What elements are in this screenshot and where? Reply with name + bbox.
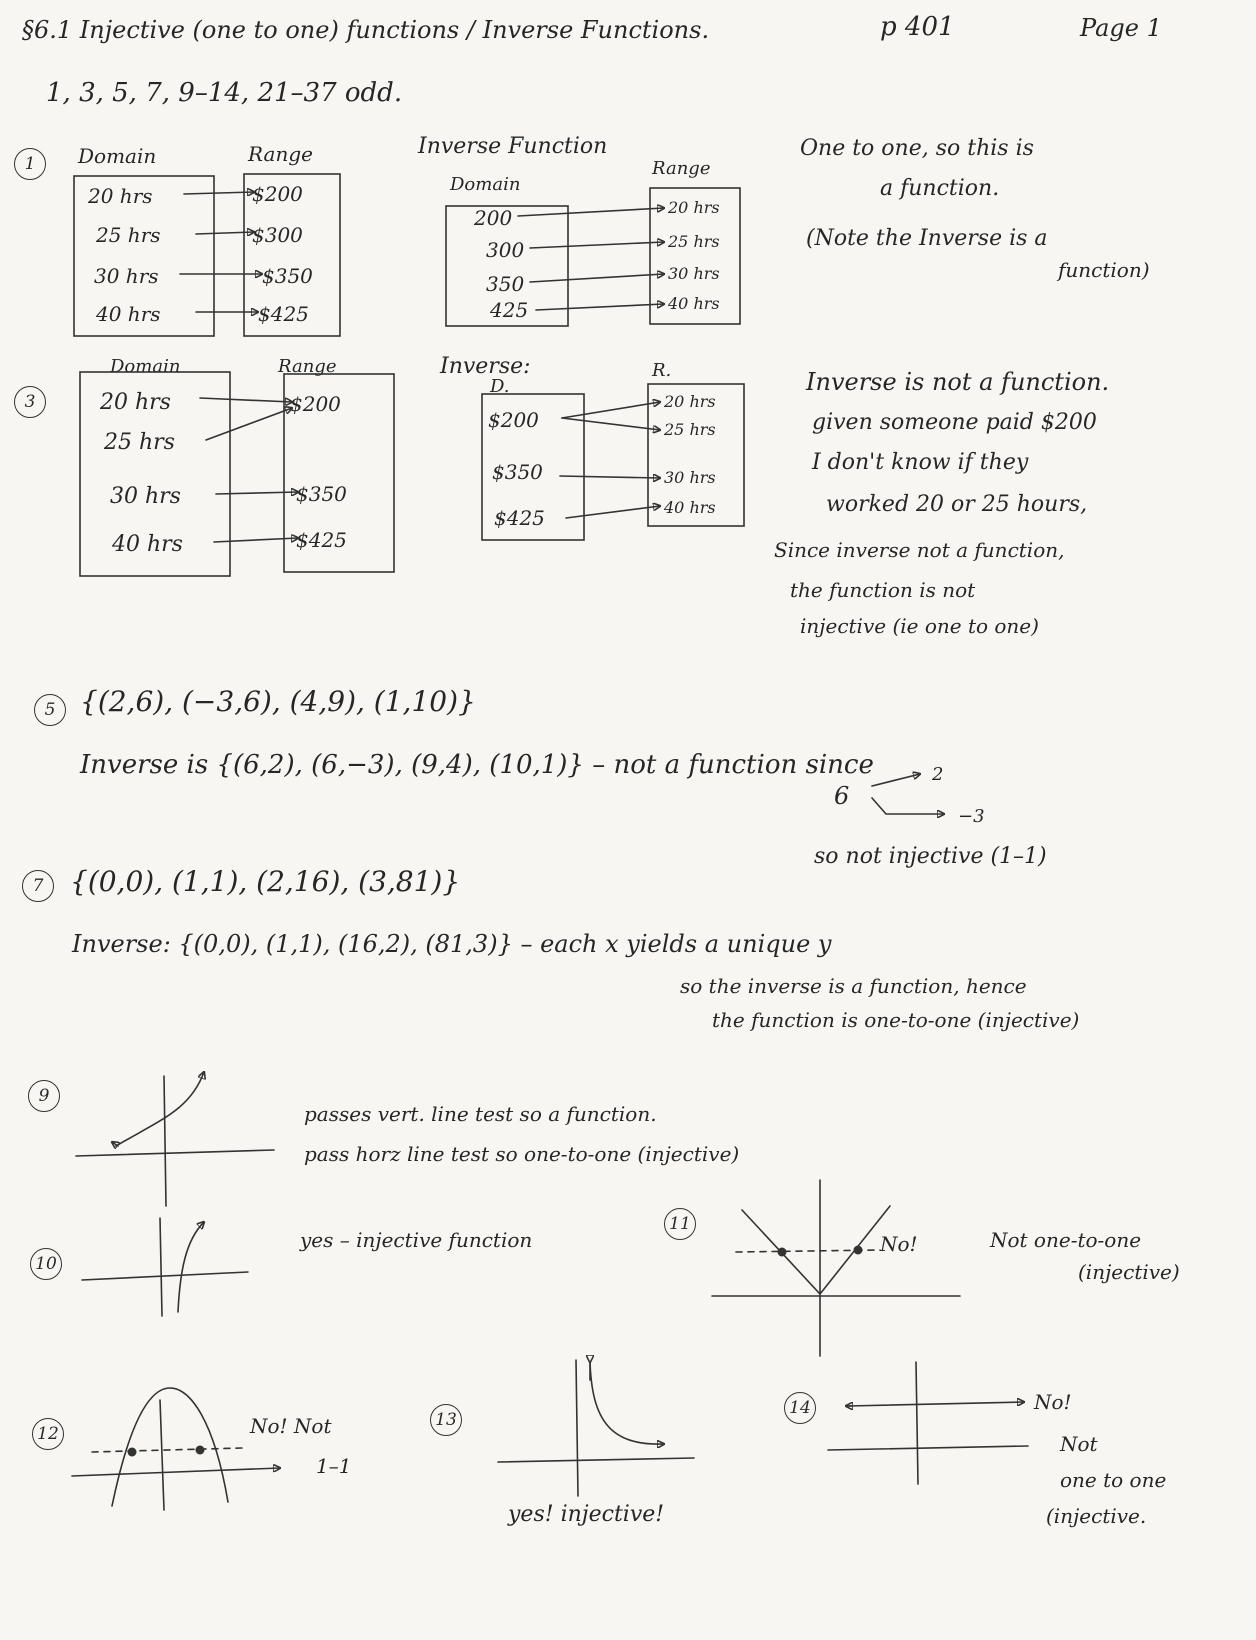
- p1-range-item: $300: [252, 223, 303, 247]
- problem-number-1: 1: [14, 148, 46, 180]
- problem-number-7: 7: [22, 870, 54, 902]
- p1-inv-domain-item: 300: [486, 238, 525, 262]
- p7-set: {(0,0), (1,1), (2,16), (3,81)}: [70, 865, 461, 898]
- p1-inv-range-item: 40 hrs: [668, 294, 720, 313]
- p3-inv-range-item: 40 hrs: [664, 498, 716, 517]
- mapping-arrow: [562, 418, 660, 430]
- p9-line: passes vert. line test so a function.: [304, 1102, 657, 1126]
- p1-inv-range-item: 25 hrs: [668, 232, 720, 251]
- p14-graph: [828, 1362, 1028, 1484]
- p3-note: Since inverse not a function,: [774, 538, 1065, 562]
- p3-range-label: Range: [278, 356, 337, 377]
- page-number: Page 1: [1080, 14, 1162, 42]
- p3-domain-item: 30 hrs: [110, 484, 181, 509]
- p3-note: the function is not: [790, 578, 976, 602]
- p1-range-item: $425: [258, 302, 309, 326]
- p1-note: function): [1058, 258, 1150, 282]
- mapping-arrow: [530, 274, 664, 282]
- p1-inv-domain-item: 350: [486, 272, 525, 296]
- assignment-list: 1, 3, 5, 7, 9–14, 21–37 odd.: [46, 78, 403, 108]
- p5-inverse: Inverse is {(6,2), (6,−3), (9,4), (10,1)} – not a function since: [80, 750, 874, 780]
- p14-text: (injective.: [1046, 1504, 1147, 1528]
- problem-number-9: 9: [28, 1080, 60, 1112]
- mapping-arrow: [184, 192, 254, 194]
- problem-number-14: 14: [784, 1392, 816, 1424]
- mapping-arrow: [200, 398, 292, 402]
- problem-number-13: 13: [430, 1404, 462, 1436]
- p1-inv-domain-label: Domain: [450, 174, 521, 195]
- p11-text: (injective): [1078, 1260, 1180, 1284]
- p12-graph: [72, 1388, 280, 1510]
- p7-line: the function is one-to-one (injective): [712, 1008, 1080, 1032]
- p10-text: yes – injective function: [300, 1228, 533, 1252]
- problem-number-3: 3: [14, 386, 46, 418]
- problem-number-10: 10: [30, 1248, 62, 1280]
- mapping-arrow: [530, 242, 664, 248]
- p3-domain-item: 20 hrs: [100, 390, 171, 415]
- problem-number-11: 11: [664, 1208, 696, 1240]
- p5-to-neg3: −3: [958, 806, 985, 827]
- p3-inv-range-item: 30 hrs: [664, 468, 716, 487]
- mapping-arrow: [536, 304, 664, 310]
- p13-graph: [498, 1360, 694, 1496]
- p1-inv-range-item: 30 hrs: [668, 264, 720, 283]
- p12-text: No! Not: [250, 1414, 332, 1438]
- p1-range-item: $350: [262, 264, 313, 288]
- p3-note: worked 20 or 25 hours,: [826, 492, 1088, 517]
- p14-text: one to one: [1060, 1468, 1167, 1492]
- mapping-arrow: [216, 492, 298, 494]
- p3-note: injective (ie one to one): [800, 614, 1039, 638]
- p9-graph: [76, 1072, 274, 1206]
- p3-inverse-title: Inverse:: [440, 354, 531, 379]
- p1-domain-item: 40 hrs: [96, 302, 161, 326]
- p11-text: Not one-to-one: [990, 1228, 1142, 1252]
- p1-domain-item: 25 hrs: [96, 223, 161, 247]
- p1-inverse-title: Inverse Function: [418, 134, 608, 159]
- p13-text: yes! injective!: [508, 1502, 665, 1527]
- p1-range-label: Range: [248, 142, 313, 166]
- p3-note: I don't know if they: [812, 450, 1029, 475]
- p1-note: (Note the Inverse is a: [806, 226, 1048, 251]
- p3-range-item: $425: [296, 528, 347, 552]
- p5-set: {(2,6), (−3,6), (4,9), (1,10)}: [80, 685, 476, 718]
- section-title: §6.1 Injective (one to one) functions / Inverse Functions.: [22, 16, 710, 44]
- mapping-arrow: [566, 506, 660, 518]
- p1-inv-range-label: Range: [652, 158, 711, 179]
- p3-inv-domain-item: $350: [492, 460, 543, 484]
- p1-inv-domain-item: 425: [490, 298, 529, 322]
- p1-note: a function.: [880, 176, 1000, 201]
- p7-line: so the inverse is a function, hence: [680, 974, 1027, 998]
- p14-text: No!: [1034, 1390, 1072, 1414]
- p3-note: given someone paid $200: [812, 410, 1097, 435]
- mapping-arrow: [214, 538, 298, 542]
- p3-inv-r-label: R.: [652, 360, 672, 381]
- p1-domain-label: Domain: [78, 144, 157, 168]
- p3-note: Inverse is not a function.: [806, 368, 1110, 396]
- mapping-arrow: [196, 232, 254, 234]
- p1-domain-item: 20 hrs: [88, 184, 153, 208]
- p1-range-item: $200: [252, 182, 303, 206]
- p3-range-item: $200: [290, 392, 341, 416]
- p3-inv-range-item: 20 hrs: [664, 392, 716, 411]
- p1-inv-range-item: 20 hrs: [668, 198, 720, 217]
- p5-conclusion: so not injective (1–1): [814, 844, 1047, 869]
- mapping-arrow: [560, 476, 660, 478]
- mapping-arrow: [206, 408, 292, 440]
- p12-text: 1–1: [316, 1454, 352, 1478]
- p3-domain-item: 25 hrs: [104, 430, 175, 455]
- p1-mapping-diagram: [74, 174, 740, 336]
- mapping-arrow: [562, 402, 660, 418]
- p7-inverse: Inverse: {(0,0), (1,1), (16,2), (81,3)} – each x yields a unique y: [72, 930, 832, 958]
- p1-domain-item: 30 hrs: [94, 264, 159, 288]
- p1-note: One to one, so this is: [800, 136, 1034, 161]
- p3-inv-range-item: 25 hrs: [664, 420, 716, 439]
- p9-line: pass horz line test so one-to-one (injective): [304, 1142, 740, 1166]
- p3-inv-domain-item: $425: [494, 506, 545, 530]
- p3-domain-item: 40 hrs: [112, 532, 183, 557]
- page-reference: p 401: [880, 12, 955, 42]
- p1-inv-domain-item: 200: [474, 206, 513, 230]
- p11-no: No!: [880, 1232, 918, 1256]
- p3-domain-label: Domain: [110, 356, 181, 377]
- p10-graph: [82, 1218, 248, 1316]
- problem-number-5: 5: [34, 694, 66, 726]
- mapping-arrow: [518, 208, 664, 216]
- p5-to-2: 2: [932, 764, 944, 785]
- p3-inv-d-label: D.: [490, 376, 510, 397]
- p14-text: Not: [1060, 1432, 1098, 1456]
- p11-graph: [712, 1180, 960, 1356]
- p3-range-item: $350: [296, 482, 347, 506]
- p3-inv-domain-item: $200: [488, 408, 539, 432]
- p5-six: 6: [834, 782, 850, 810]
- problem-number-12: 12: [32, 1418, 64, 1450]
